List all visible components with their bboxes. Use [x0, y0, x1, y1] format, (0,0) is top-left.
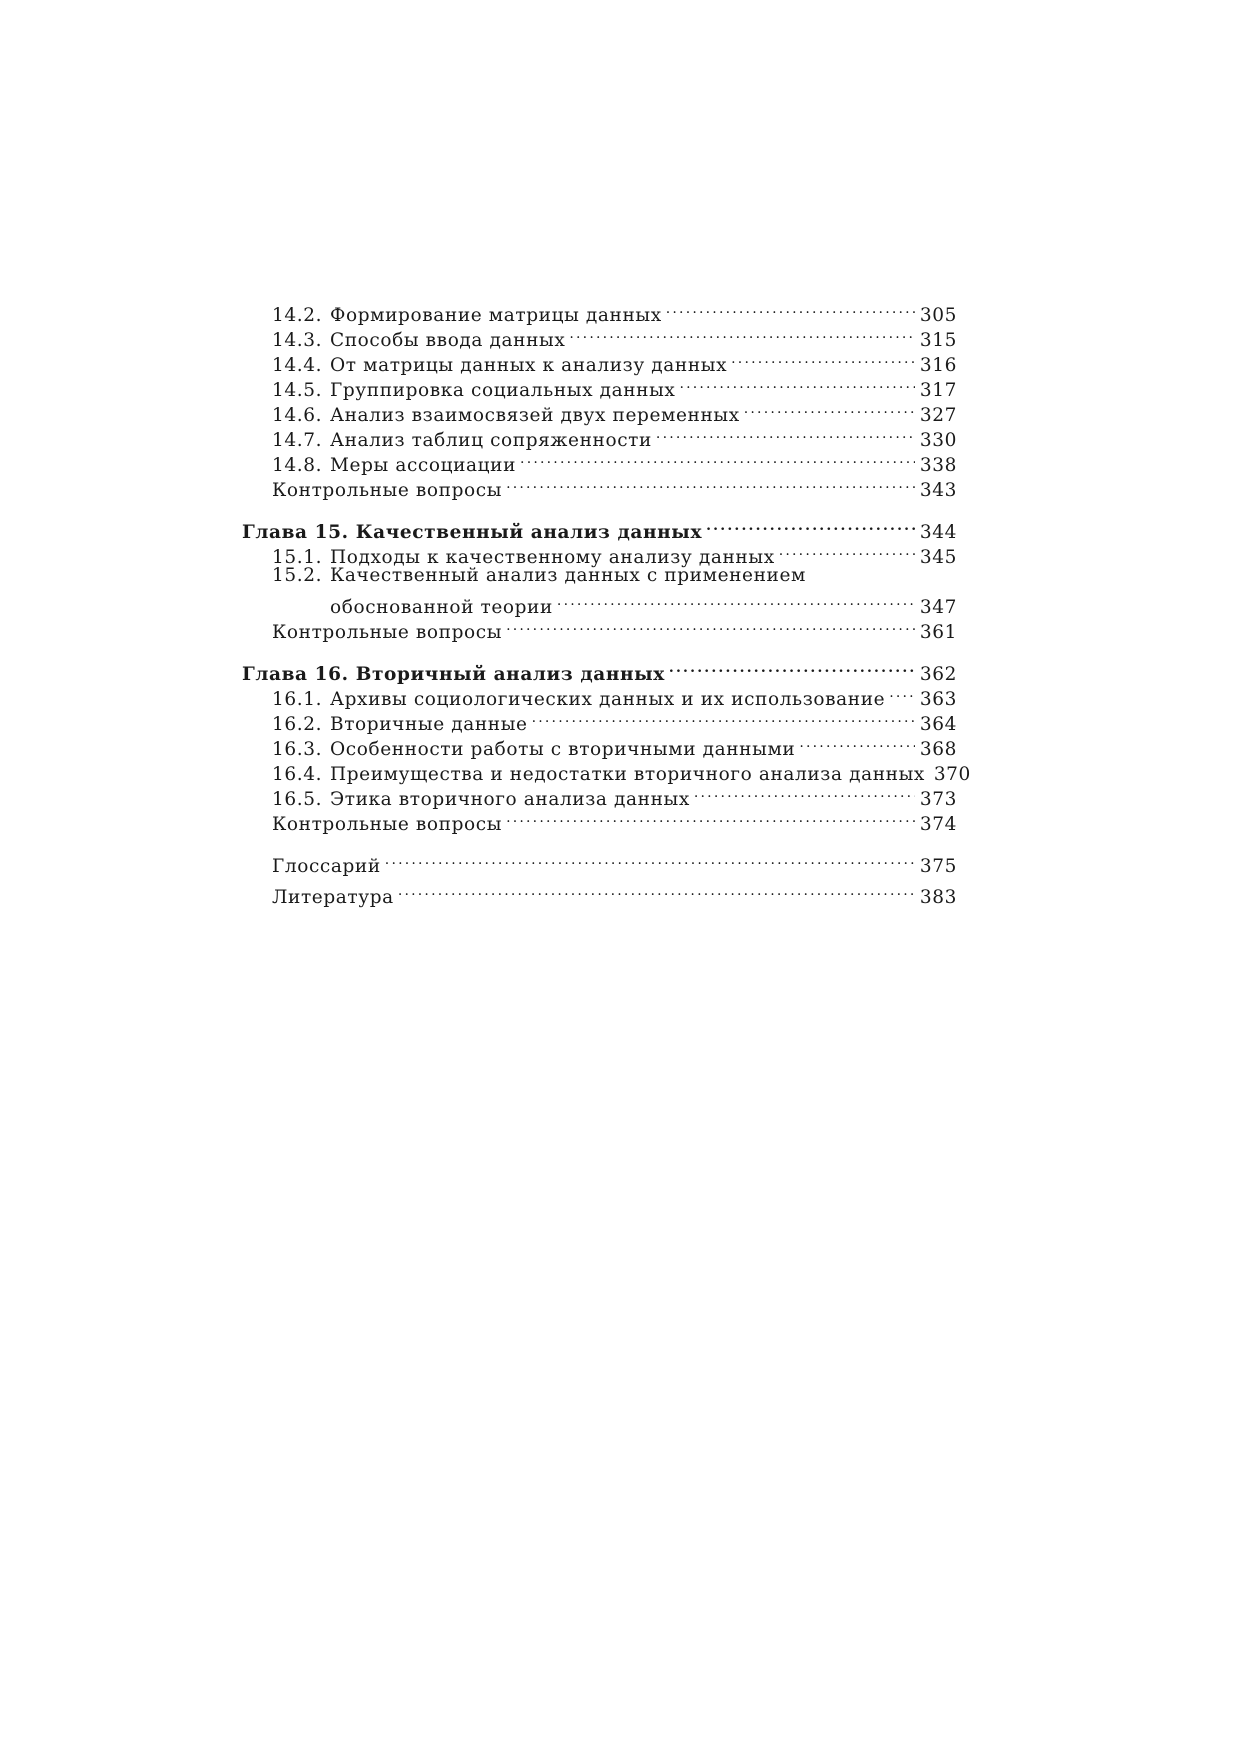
section-title: Вторичные данные: [330, 714, 528, 735]
page-number: 305: [919, 305, 957, 326]
page-number: 364: [919, 714, 957, 735]
section-number: 14.3.: [272, 330, 323, 351]
dot-leader: [666, 296, 915, 321]
section-title: Преимущества и недостатки вторичного анализа данных: [330, 764, 925, 785]
page-number: 347: [919, 597, 957, 618]
section-number: 14.5.: [272, 380, 323, 401]
dot-leader: [532, 705, 915, 730]
section-title: Анализ таблиц сопряженности: [330, 430, 652, 451]
section-number: 16.2.: [272, 714, 323, 735]
dot-leader: [569, 321, 915, 346]
page-number: 327: [919, 405, 957, 426]
dot-leader: [506, 471, 915, 496]
page-number: 363: [919, 689, 957, 710]
dot-leader: [679, 371, 915, 396]
section-number: 14.8.: [272, 455, 323, 476]
section-title: Литература: [272, 887, 394, 908]
page-number: 317: [919, 380, 957, 401]
page-number: 373: [919, 789, 957, 810]
dot-leader: [669, 655, 915, 680]
page-number: 315: [919, 330, 957, 351]
page-number: 383: [919, 887, 957, 908]
page-number: 345: [919, 547, 957, 568]
section-title: Контрольные вопросы: [272, 480, 503, 501]
section-number: 16.3.: [272, 739, 323, 760]
section-title-line1: Качественный анализ данных с применением: [330, 565, 807, 586]
section-title: Меры ассоциации: [330, 455, 517, 476]
page-number: 330: [919, 430, 957, 451]
section-title: Глоссарий: [272, 856, 381, 877]
dot-leader: [799, 730, 915, 755]
page-number: 344: [919, 522, 957, 543]
section-title: Этика вторичного анализа данных: [330, 789, 690, 810]
dot-leader: [385, 847, 915, 872]
page-number: 375: [919, 856, 957, 877]
section-title: Контрольные вопросы: [272, 814, 503, 835]
toc-entry-literature[interactable]: [242, 878, 957, 908]
section-number: 14.7.: [272, 430, 323, 451]
toc-entry-continuation[interactable]: [242, 588, 957, 618]
section-title: Формирование матрицы данных: [330, 305, 662, 326]
section-title: Контрольные вопросы: [272, 622, 503, 643]
page-number: 374: [919, 814, 957, 835]
page-number: 343: [919, 480, 957, 501]
table-of-contents: [242, 296, 971, 908]
dot-leader: [398, 878, 915, 903]
dot-leader: [706, 513, 915, 538]
section-number: 14.2.: [272, 305, 323, 326]
dot-leader: [520, 446, 915, 471]
dot-leader: [694, 780, 915, 805]
dot-leader: [656, 421, 915, 446]
dot-leader: [506, 613, 915, 638]
page-number: 338: [919, 455, 957, 476]
section-title-line2: обоснованной теории: [330, 597, 553, 618]
toc-entry-glossary[interactable]: [242, 847, 957, 877]
toc-chapter-15[interactable]: [242, 513, 957, 543]
dot-leader: [744, 396, 915, 421]
section-title: Архивы социологических данных и их использование: [330, 689, 886, 710]
dot-leader: [506, 805, 915, 830]
section-number: 16.4.: [272, 764, 323, 785]
section-number: 14.4.: [272, 355, 323, 376]
section-number: 16.5.: [272, 789, 323, 810]
section-title: От матрицы данных к анализу данных: [330, 355, 728, 376]
section-title: Способы ввода данных: [330, 330, 566, 351]
page-number: 316: [919, 355, 957, 376]
page-number: 361: [919, 622, 957, 643]
dot-leader: [731, 346, 915, 371]
toc-chapter-16[interactable]: [242, 655, 957, 685]
chapter-title: Глава 15. Качественный анализ данных: [242, 522, 703, 543]
toc-entry-multiline[interactable]: [242, 563, 957, 588]
section-number: 16.1.: [272, 689, 323, 710]
section-title: Особенности работы с вторичными данными: [330, 739, 796, 760]
page-number: 370: [933, 764, 971, 785]
section-title: Подходы к качественному анализу данных: [330, 547, 775, 568]
dot-leader: [889, 680, 915, 705]
page-number: 362: [919, 664, 957, 685]
dot-leader: [779, 538, 915, 563]
section-title: Анализ взаимосвязей двух переменных: [330, 405, 740, 426]
section-title: Группировка социальных данных: [330, 380, 676, 401]
page-number: 368: [919, 739, 957, 760]
section-number: 15.1.: [272, 547, 323, 568]
section-number: 14.6.: [272, 405, 323, 426]
section-number: 15.2.: [272, 565, 323, 586]
chapter-title: Глава 16. Вторичный анализ данных: [242, 664, 665, 685]
toc-entry[interactable]: [242, 296, 957, 326]
dot-leader: [557, 588, 915, 613]
